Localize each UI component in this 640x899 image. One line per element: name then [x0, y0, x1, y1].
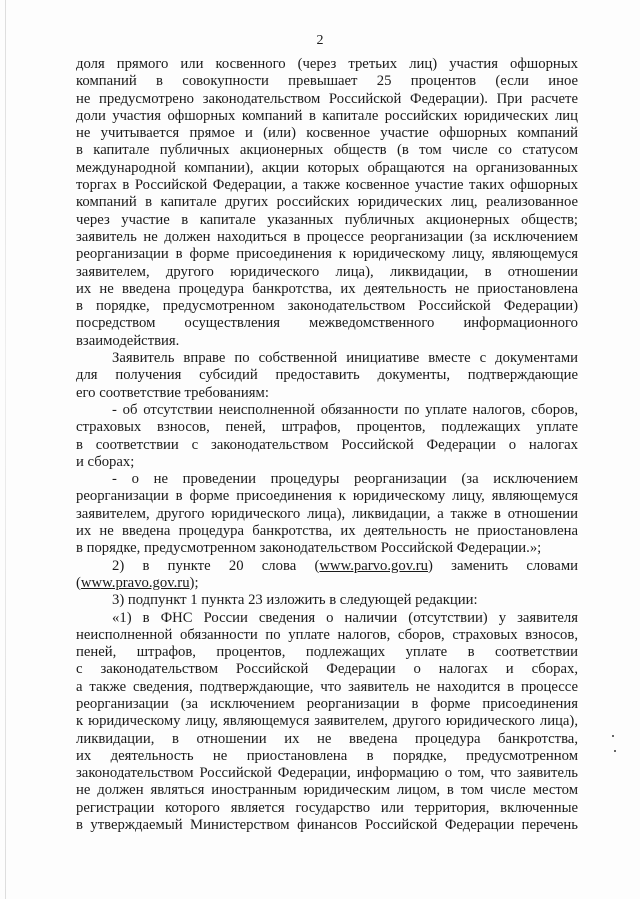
text-line: в капитале публичных акционерных обществ (в том числе со статусом — [76, 142, 578, 159]
text-line: через участие в капитале указанных публичных акционерных обществ; — [76, 211, 578, 228]
text-line: взаимодействия. — [76, 332, 180, 349]
text-line: заявителем, другого юридического лица), ликвидации, в отношении — [76, 263, 578, 280]
text-line: страховых взносов, пеней, штрафов, процентов, подлежащих уплате — [76, 419, 578, 436]
text-line: заявитель не должен находиться в процессе реорганизации (за исключением — [76, 228, 578, 245]
text-line: регистрации которого является государство или территория, включенные — [76, 799, 578, 816]
text-line: 3) подпункт 1 пункта 23 изложить в следующей редакции: — [112, 592, 478, 609]
link-new[interactable]: www.pravo.gov.ru — [80, 574, 190, 591]
text-line: реорганизации в форме присоединения к юридическому лицу, являющемуся — [76, 488, 578, 505]
text-line: компаний в совокупности превышает 25 процентов (если иное — [76, 73, 578, 90]
text-line: неисполненной обязанности по уплате налогов, сборов, страховых взносов, — [76, 626, 578, 643]
text-line: в порядке, предусмотренном законодательством Российской Федерации.»; — [76, 540, 542, 557]
text-line: их деятельность не приостановлена в порядке, предусмотренном — [76, 747, 578, 764]
text-line: в соответствии с законодательством Российской Федерации о налогах — [76, 436, 578, 453]
text-line: не предусмотрено законодательством Российской Федерации). При расчете — [76, 90, 578, 107]
text-line: ликвидации, в отношении их не введена процедура банкротства, — [76, 730, 578, 747]
text-line: в порядке, предусмотренном законодательством Российской Федерации) — [76, 298, 578, 315]
text-line: его соответствие требованиям: — [76, 384, 269, 401]
scan-edge — [5, 0, 6, 899]
text-line: посредством осуществления межведомственного информационного — [76, 315, 578, 332]
text-line: а также сведения, подтверждающие, что заявитель не находится в процессе — [76, 678, 578, 695]
text-line: законодательством Российской Федерации, информацию о том, что заявитель — [76, 765, 578, 782]
text-line: и сборах; — [76, 453, 135, 470]
text-line: пеней, штрафов, процентов, подлежащих уплате в соответствии — [76, 644, 578, 661]
text-line: в утверждаемый Министерством финансов Российской Федерации перечень — [76, 817, 578, 834]
link-old[interactable]: www.parvo.gov.ru — [319, 557, 429, 574]
item-2-text: ); — [189, 574, 199, 591]
text-block-before — [76, 56, 578, 558]
text-line: заявителем, другого юридического лица), ликвидации, а также в отношении — [76, 505, 578, 522]
text-line: международной компании), акции которых обращаются на организованных — [76, 159, 578, 176]
document-body — [76, 56, 578, 834]
text-line: доля прямого или косвенного (через третьих лиц) участия офшорных — [76, 56, 578, 72]
text-line: с законодательством Российской Федерации о налогах и сборах, — [76, 661, 578, 678]
item-2-text: ( — [76, 574, 81, 591]
text-line: их не введена процедура банкротства, их деятельность не приостановлена — [76, 280, 578, 297]
text-line: к юридическому лицу, являющемуся заявителем, другого юридического лица), — [76, 713, 578, 730]
text-line: реорганизации в форме присоединения к юридическому лицу, являющемуся — [76, 246, 578, 263]
text-line: доли участия офшорных компаний в капитале российских юридических лиц — [76, 107, 578, 124]
text-line: не учитывается прямое и (или) косвенное участие офшорных компаний — [76, 125, 578, 142]
text-line: компаний в капитале других российских юридических лиц, реализованное — [76, 194, 578, 211]
scan-speck — [612, 735, 614, 737]
text-line: - об отсутствии неисполненной обязанности по уплате налогов, сборов, — [112, 401, 578, 418]
item-2-text: ) заменить словами — [428, 557, 578, 574]
item-2-line-2 — [76, 575, 578, 592]
text-line: реорганизации (за исключением реорганизации в форме присоединения — [76, 695, 578, 712]
text-line: не должен являться иностранным юридическим лицом, в том числе местом — [76, 782, 578, 799]
page-number: 2 — [316, 33, 324, 48]
item-2-line-1 — [76, 558, 578, 575]
scan-speck — [614, 750, 616, 752]
text-line: торгах в Российской Федерации, а также косвенное участие таких офшорных — [76, 177, 578, 194]
text-line: «1) в ФНС России сведения о наличии (отсутствии) у заявителя — [112, 609, 578, 626]
text-line: Заявитель вправе по собственной инициативе вместе с документами — [112, 350, 578, 367]
text-line: - о не проведении процедуры реорганизации (за исключением — [112, 471, 578, 488]
text-line: для получения субсидий предоставить документы, подтверждающие — [76, 367, 578, 384]
text-line: их не введена процедура банкротства, их деятельность не приостановлена — [76, 523, 578, 540]
text-block-after — [76, 592, 578, 834]
item-2-text: 2) в пункте 20 слова ( — [112, 557, 320, 574]
